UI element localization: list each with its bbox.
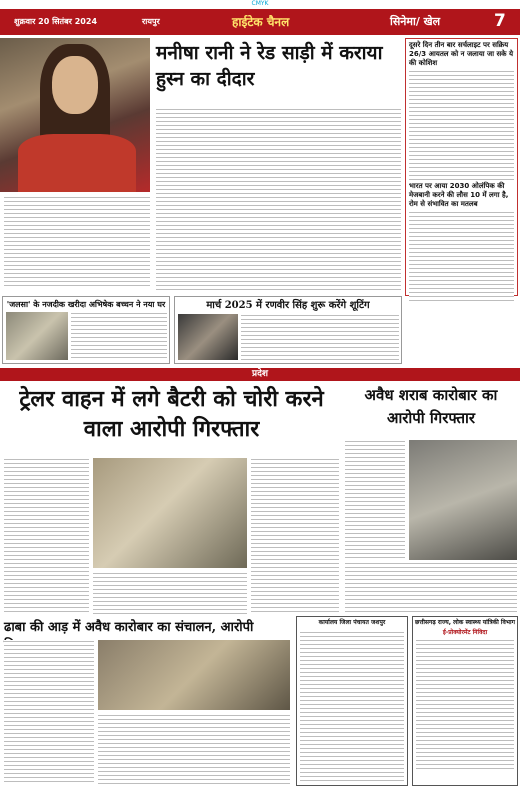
ranveer-photo [178,314,238,360]
cmyk-strip [0,0,520,8]
ranveer-headline: मार्च 2025 में रणवीर सिंह शुरू करेंगे शूटिंग [206,300,370,311]
photo-saree [18,134,136,192]
tender2-body [416,639,514,769]
masthead-logo: हाईटेक चैनल [232,15,290,29]
edition-city: रायपुर [142,17,160,26]
main-text-col3 [251,458,339,614]
main-headline: ट्रेलर वाहन में लगे बैटरी को चोरी करने वाला आरोपी गिरफ्तार [19,386,324,442]
cmyk-label: CMYK [251,0,269,7]
tender-notice-1 [296,616,408,786]
bottom-text-col1 [4,640,94,785]
tender1-body [300,631,404,781]
tender2-subtitle: ई-प्रोक्योरमेंट निविदा [442,629,488,636]
right-story-photo [409,440,517,560]
photo-face [52,56,98,114]
right-text-2 [409,211,514,301]
abhishek-headline: 'जलसा' के नजदीक खरीदा अभिषेक बच्चन ने नया घर [6,299,166,309]
right-column [405,38,518,296]
page-number: 7 [494,11,506,31]
hero-headline: मनीषा रानी ने रेड साड़ी में कराया हुस्न का दीदार [156,42,383,90]
bottom-text-col2 [98,714,290,785]
tender-notice-2 [412,616,518,786]
abhishek-text [71,312,167,360]
section-band: प्रदेश [0,368,520,381]
main-text-col1 [4,458,89,614]
bottom-headline: ढाबा की आड़ में अवैध कारोबार का संचालन, आरोपी [4,620,254,635]
right-story-text [345,440,405,560]
tender1-title: कार्यालय जिला पंचायत जशपुर [318,619,386,626]
right-headline-2: भारत पर आया 2030 ओलंपिक की मेजबानी करने की लौस 10 में लगा है, रोम से संभावित का मतलब [409,182,509,208]
abhishek-photo [6,312,68,360]
hero-photo [0,38,150,192]
hero-article-text [156,108,401,292]
hero-text-left [4,196,150,288]
tender2-title: छत्तीसगढ़ राज्य, लोक स्वास्थ्य यांत्रिकी विभाग [415,619,515,626]
right-story-headline: अवैध शराब कारोबार का आरोपी गिरफ्तार [364,386,498,427]
ranveer-text [241,314,399,360]
abhishek-story [2,296,170,364]
right-text-1 [409,70,514,180]
main-photo [93,458,247,568]
page-header [0,9,520,35]
ranveer-story [174,296,402,364]
right-headline-1: दूसरे दिन तीन बार सर्चलाइट पर सक्रिय 26/3 आयतल को न जलाया जा सके ये की कोशिश [409,41,514,67]
right-story-text-2 [345,562,517,612]
main-text-col2 [93,572,247,614]
bottom-photo [98,640,290,710]
issue-date: शुक्रवार 20 सितंबर 2024 [14,17,98,26]
section-title: सिनेमा/ खेल [390,15,441,28]
